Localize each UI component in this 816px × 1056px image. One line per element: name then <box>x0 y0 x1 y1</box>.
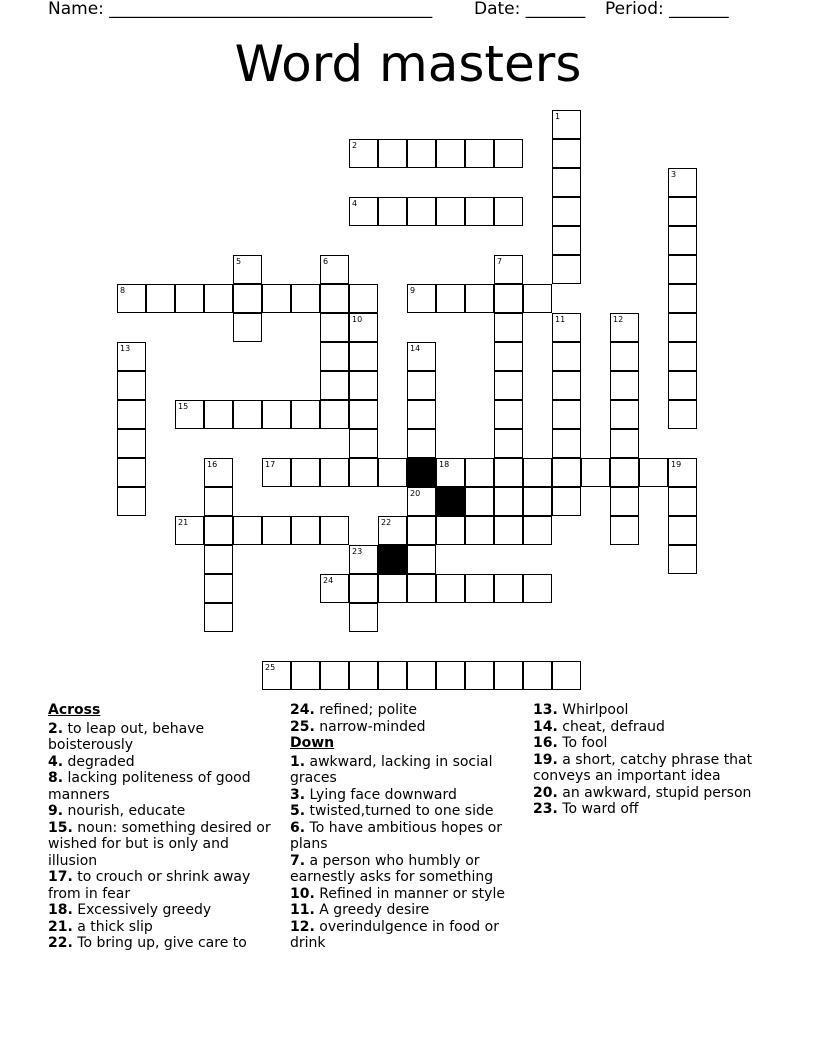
crossword-cell[interactable] <box>494 574 523 603</box>
down-clue <box>533 719 773 736</box>
page-title: Word masters <box>234 35 582 93</box>
crossword-cell[interactable] <box>291 458 320 487</box>
down-clue <box>290 919 515 952</box>
crossword-cell[interactable] <box>175 284 204 313</box>
clue-num: 5. <box>290 803 306 819</box>
clues-column-3 <box>533 702 773 818</box>
crossword-block <box>378 545 407 574</box>
crossword-cell[interactable] <box>233 284 262 313</box>
crossword-cell[interactable] <box>581 458 610 487</box>
crossword-cell[interactable] <box>407 516 436 545</box>
crossword-cell[interactable] <box>262 284 291 313</box>
crossword-cell[interactable] <box>465 284 494 313</box>
crossword-cell[interactable] <box>552 139 581 168</box>
clue-number: 7 <box>497 257 503 266</box>
clue-text: a person who humbly or earnestly asks for something <box>290 852 494 885</box>
crossword-cell[interactable] <box>117 371 146 400</box>
crossword-cell[interactable] <box>610 429 639 458</box>
crossword-cell[interactable] <box>320 342 349 371</box>
crossword-cell[interactable] <box>552 429 581 458</box>
crossword-cell[interactable] <box>668 342 697 371</box>
clue-num: 23. <box>533 801 558 817</box>
clue-num: 8. <box>48 770 64 786</box>
crossword-cell[interactable] <box>465 487 494 516</box>
crossword-cell[interactable] <box>494 255 523 284</box>
crossword-cell[interactable] <box>117 429 146 458</box>
crossword-cell[interactable] <box>668 197 697 226</box>
down-clue <box>290 853 515 886</box>
crossword-cell[interactable] <box>436 516 465 545</box>
crossword-cell[interactable] <box>610 400 639 429</box>
crossword-cell[interactable] <box>233 255 262 284</box>
crossword-cell[interactable] <box>146 284 175 313</box>
crossword-cell[interactable] <box>552 110 581 139</box>
crossword-cell[interactable] <box>494 371 523 400</box>
crossword-cell[interactable] <box>552 487 581 516</box>
across-clue <box>290 702 515 719</box>
clue-text: To bring up, give care to <box>77 935 247 951</box>
clue-num: 17. <box>48 869 73 885</box>
clue-num: 22. <box>48 935 73 951</box>
crossword-cell[interactable] <box>407 661 436 690</box>
crossword-cell[interactable] <box>204 574 233 603</box>
crossword-cell[interactable] <box>436 661 465 690</box>
across-clue <box>48 754 273 771</box>
crossword-cell[interactable] <box>523 284 552 313</box>
crossword-cell[interactable] <box>320 661 349 690</box>
crossword-cell[interactable] <box>320 574 349 603</box>
crossword-cell[interactable] <box>668 516 697 545</box>
crossword-cell[interactable] <box>494 661 523 690</box>
clue-num: 14. <box>533 718 558 735</box>
crossword-cell[interactable] <box>407 342 436 371</box>
crossword-cell[interactable] <box>465 661 494 690</box>
clue-number: 14 <box>410 344 421 353</box>
clue-text: Lying face downward <box>309 786 457 803</box>
crossword-cell[interactable] <box>668 313 697 342</box>
crossword-cell[interactable] <box>494 342 523 371</box>
crossword-cell[interactable] <box>407 197 436 226</box>
crossword-cell[interactable] <box>204 284 233 313</box>
crossword-cell[interactable] <box>639 458 668 487</box>
clue-number: 4 <box>352 199 358 208</box>
crossword-cell[interactable] <box>523 516 552 545</box>
crossword-cell[interactable] <box>117 342 146 371</box>
crossword-cell[interactable] <box>349 197 378 226</box>
clue-number: 5 <box>236 257 242 266</box>
clue-heading: Across <box>48 702 101 718</box>
crossword-cell[interactable] <box>668 458 697 487</box>
crossword-cell[interactable] <box>349 371 378 400</box>
crossword-cell[interactable] <box>349 342 378 371</box>
down-clue <box>290 787 515 804</box>
crossword-cell[interactable] <box>552 400 581 429</box>
crossword-cell[interactable] <box>610 371 639 400</box>
crossword-cell[interactable] <box>378 139 407 168</box>
clue-number: 1 <box>555 112 561 121</box>
crossword-cell[interactable] <box>204 487 233 516</box>
crossword-cell[interactable] <box>668 284 697 313</box>
crossword-cell[interactable] <box>668 168 697 197</box>
crossword-cell[interactable] <box>262 516 291 545</box>
clue-number: 6 <box>323 257 329 266</box>
crossword-cell[interactable] <box>494 313 523 342</box>
clue-number: 21 <box>178 518 189 527</box>
crossword-cell[interactable] <box>523 574 552 603</box>
clues-column-1 <box>48 702 273 952</box>
crossword-cell[interactable] <box>465 139 494 168</box>
clue-num: 9. <box>48 803 64 819</box>
clue-number: 8 <box>120 286 126 295</box>
crossword-cell[interactable] <box>349 545 378 574</box>
crossword-cell[interactable] <box>552 226 581 255</box>
crossword-cell[interactable] <box>552 371 581 400</box>
crossword-cell[interactable] <box>407 139 436 168</box>
crossword-cell[interactable] <box>610 487 639 516</box>
crossword-cell[interactable] <box>291 516 320 545</box>
down-clue <box>290 902 515 919</box>
crossword-cell[interactable] <box>378 458 407 487</box>
crossword-cell[interactable] <box>320 400 349 429</box>
clue-text: lacking politeness of good manners <box>48 770 251 803</box>
clue-number: 11 <box>555 315 566 324</box>
crossword-cell[interactable] <box>494 487 523 516</box>
clue-text: To have ambitious hopes or plans <box>290 819 503 852</box>
clue-number: 13 <box>120 344 131 353</box>
crossword-cell[interactable] <box>668 371 697 400</box>
crossword-cell[interactable] <box>494 458 523 487</box>
clue-number: 16 <box>207 460 218 469</box>
clue-text: Whirlpool <box>562 702 629 718</box>
clue-number: 17 <box>265 460 276 469</box>
down-clue <box>533 785 773 802</box>
clue-text: Refined in manner or style <box>319 885 505 902</box>
across-clue <box>48 770 273 803</box>
clue-num: 19. <box>533 751 558 768</box>
clue-number: 10 <box>352 315 363 324</box>
clue-number: 19 <box>671 460 682 469</box>
clue-num: 15. <box>48 819 73 836</box>
clue-num: 13. <box>533 702 558 718</box>
crossword-cell[interactable] <box>204 458 233 487</box>
down-clue <box>290 886 515 903</box>
crossword-cell[interactable] <box>610 458 639 487</box>
crossword-cell[interactable] <box>465 197 494 226</box>
crossword-cell[interactable] <box>494 139 523 168</box>
crossword-cell[interactable] <box>407 400 436 429</box>
crossword-cell[interactable] <box>262 458 291 487</box>
crossword-cell[interactable] <box>349 313 378 342</box>
crossword-cell[interactable] <box>175 516 204 545</box>
clue-text: overindulgence in food or drink <box>290 918 499 951</box>
clue-num: 10. <box>290 885 315 902</box>
crossword-cell[interactable] <box>610 313 639 342</box>
across-clue <box>290 719 515 736</box>
crossword-cell[interactable] <box>349 284 378 313</box>
crossword-cell[interactable] <box>552 313 581 342</box>
crossword-cell[interactable] <box>436 139 465 168</box>
crossword-cell[interactable] <box>436 284 465 313</box>
clue-number: 23 <box>352 547 363 556</box>
crossword-cell[interactable] <box>494 516 523 545</box>
clue-num: 3. <box>290 786 306 803</box>
clue-num: 18. <box>48 902 73 918</box>
clue-text: nourish, educate <box>67 803 186 819</box>
crossword-cell[interactable] <box>552 255 581 284</box>
crossword-cell[interactable] <box>668 545 697 574</box>
crossword-cell[interactable] <box>117 458 146 487</box>
clue-text: twisted,turned to one side <box>309 803 494 819</box>
name-field-label[interactable]: Name: ______________________________________ <box>48 0 433 19</box>
crossword-cell[interactable] <box>204 603 233 632</box>
crossword-cell[interactable] <box>407 371 436 400</box>
crossword-cell[interactable] <box>552 168 581 197</box>
crossword-cell[interactable] <box>668 226 697 255</box>
crossword-cell[interactable] <box>465 516 494 545</box>
clue-text: refined; polite <box>319 702 418 718</box>
clue-text: a short, catchy phrase that conveys an important idea <box>533 751 753 784</box>
crossword-cell[interactable] <box>233 400 262 429</box>
clue-heading: Down <box>290 735 335 751</box>
clue-num: 12. <box>290 918 315 935</box>
crossword-cell[interactable] <box>262 661 291 690</box>
clue-num: 1. <box>290 753 306 770</box>
crossword-cell[interactable] <box>552 661 581 690</box>
crossword-cell[interactable] <box>349 139 378 168</box>
across-clue <box>48 919 273 936</box>
crossword-cell[interactable] <box>668 400 697 429</box>
crossword-cell[interactable] <box>436 574 465 603</box>
clue-text: degraded <box>67 753 135 770</box>
crossword-cell[interactable] <box>204 400 233 429</box>
clue-text: to crouch or shrink away from in fear <box>48 869 251 902</box>
clue-number: 20 <box>410 489 421 498</box>
clue-text: Excessively greedy <box>77 902 212 918</box>
crossword-cell[interactable] <box>320 284 349 313</box>
clue-num: 25. <box>290 718 315 735</box>
period-field-label[interactable]: Period: _______ <box>605 0 729 19</box>
crossword-cell[interactable] <box>320 458 349 487</box>
clue-num: 11. <box>290 902 315 918</box>
down-clue <box>290 820 515 853</box>
crossword-cell[interactable] <box>349 400 378 429</box>
clue-number: 9 <box>410 286 416 295</box>
crossword-cell[interactable] <box>494 284 523 313</box>
crossword-cell[interactable] <box>407 284 436 313</box>
clue-text: A greedy desire <box>319 902 430 918</box>
crossword-cell[interactable] <box>320 371 349 400</box>
crossword-cell[interactable] <box>233 516 262 545</box>
crossword-cell[interactable] <box>407 487 436 516</box>
clue-num: 16. <box>533 735 558 751</box>
crossword-cell[interactable] <box>552 458 581 487</box>
clue-num: 21. <box>48 918 73 935</box>
crossword-cell[interactable] <box>494 197 523 226</box>
clue-text: to leap out, behave boisterously <box>48 720 205 753</box>
crossword-block <box>436 487 465 516</box>
crossword-cell[interactable] <box>291 284 320 313</box>
crossword-cell[interactable] <box>378 197 407 226</box>
crossword-cell[interactable] <box>349 661 378 690</box>
clue-number: 18 <box>439 460 450 469</box>
crossword-cell[interactable] <box>117 284 146 313</box>
crossword-cell[interactable] <box>349 574 378 603</box>
crossword-cell[interactable] <box>204 516 233 545</box>
clue-text: noun: something desired or wished for but is only and illusion <box>48 819 271 869</box>
clue-num: 7. <box>290 852 306 869</box>
clue-text: awkward, lacking in social graces <box>290 753 493 786</box>
crossword-cell[interactable] <box>407 429 436 458</box>
across-clue <box>48 869 273 902</box>
down-clue <box>290 803 515 820</box>
clue-text: cheat, defraud <box>562 718 665 735</box>
down-clue <box>533 702 773 719</box>
clue-number: 15 <box>178 402 189 411</box>
crossword-cell[interactable] <box>262 400 291 429</box>
clues-column-2 <box>290 702 515 952</box>
crossword-cell[interactable] <box>523 661 552 690</box>
crossword-cell[interactable] <box>407 545 436 574</box>
across-clue <box>48 935 273 952</box>
crossword-cell[interactable] <box>407 574 436 603</box>
crossword-cell[interactable] <box>204 545 233 574</box>
crossword-cell[interactable] <box>494 400 523 429</box>
crossword-block <box>407 458 436 487</box>
clue-number: 12 <box>613 315 624 324</box>
clue-text: To ward off <box>562 801 639 817</box>
crossword-cell[interactable] <box>117 487 146 516</box>
crossword-cell[interactable] <box>233 313 262 342</box>
down-clue <box>290 754 515 787</box>
crossword-cell[interactable] <box>378 516 407 545</box>
crossword-cell[interactable] <box>610 342 639 371</box>
across-clue <box>48 721 273 754</box>
clue-text: To fool <box>562 735 608 751</box>
clue-number: 3 <box>671 170 677 179</box>
crossword-cell[interactable] <box>610 516 639 545</box>
crossword-cell[interactable] <box>552 197 581 226</box>
clue-num: 6. <box>290 819 306 836</box>
crossword-cell[interactable] <box>320 255 349 284</box>
clue-number: 24 <box>323 576 334 585</box>
crossword-cell[interactable] <box>465 458 494 487</box>
crossword-cell[interactable] <box>349 429 378 458</box>
crossword-cell[interactable] <box>175 400 204 429</box>
crossword-cell[interactable] <box>668 487 697 516</box>
crossword-cell[interactable] <box>349 458 378 487</box>
crossword-cell[interactable] <box>465 574 494 603</box>
across-clue <box>48 803 273 820</box>
down-clue <box>533 735 773 752</box>
crossword-cell[interactable] <box>291 661 320 690</box>
crossword-cell[interactable] <box>552 342 581 371</box>
crossword-cell[interactable] <box>668 255 697 284</box>
down-clue <box>533 801 773 818</box>
clue-text: an awkward, stupid person <box>562 784 752 801</box>
crossword-cell[interactable] <box>436 197 465 226</box>
clue-number: 25 <box>265 663 276 672</box>
crossword-cell[interactable] <box>436 458 465 487</box>
date-field-label[interactable]: Date: _______ <box>474 0 586 19</box>
clue-num: 4. <box>48 753 64 770</box>
crossword-cell[interactable] <box>320 516 349 545</box>
clue-number: 22 <box>381 518 392 527</box>
down-clue <box>533 752 773 785</box>
across-clue <box>48 902 273 919</box>
clue-num: 24. <box>290 702 315 718</box>
crossword-cell[interactable] <box>494 429 523 458</box>
clue-text: narrow-minded <box>319 718 426 735</box>
clue-num: 20. <box>533 784 558 801</box>
crossword-cell[interactable] <box>378 574 407 603</box>
crossword-cell[interactable] <box>291 400 320 429</box>
across-clue <box>48 820 273 870</box>
crossword-cell[interactable] <box>523 458 552 487</box>
crossword-cell[interactable] <box>378 661 407 690</box>
crossword-cell[interactable] <box>320 313 349 342</box>
crossword-cell[interactable] <box>117 400 146 429</box>
clue-number: 2 <box>352 141 358 150</box>
crossword-cell[interactable] <box>349 603 378 632</box>
clue-num: 2. <box>48 720 64 737</box>
clue-text: a thick slip <box>77 918 153 935</box>
crossword-cell[interactable] <box>523 487 552 516</box>
